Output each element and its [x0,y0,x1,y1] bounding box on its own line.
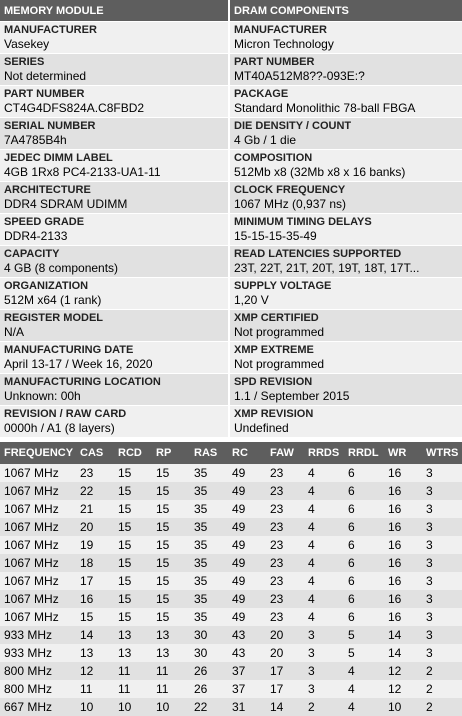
table-cell: 15 [114,518,152,536]
table-cell: 35 [190,590,228,608]
table-cell: 23 [266,482,304,500]
table-row [0,662,462,680]
table-cell: 23 [266,554,304,572]
table-cell: 43 [228,626,266,644]
column-header-wtrs: WTRS [422,442,462,464]
table-cell: 35 [190,536,228,554]
dram-field [230,246,462,278]
table-cell: 4 [304,608,344,626]
module-field [0,278,230,310]
column-header-rrdl: RRDL [344,442,384,464]
table-row [0,680,462,698]
table-cell: 15 [152,464,190,482]
column-header-rp: RP [152,442,190,464]
table-cell: 35 [190,500,228,518]
module-field-label: REVISION / RAW CARD [4,408,127,420]
module-field-label: SERIAL NUMBER [4,120,96,132]
table-cell: 23 [76,464,114,482]
info-row [0,214,462,246]
table-cell: 49 [228,536,266,554]
dram-field-value: 4 Gb / 1 die [234,133,297,147]
dram-field [230,374,462,406]
table-cell: 16 [384,482,422,500]
dram-field-label: SPD REVISION [234,376,313,388]
table-row [0,482,462,500]
table-row [0,464,462,482]
dram-field-value: 23T, 22T, 21T, 20T, 19T, 18T, 17T... [234,261,420,275]
table-cell: 15 [114,464,152,482]
table-cell: 26 [190,662,228,680]
module-field-value: N/A [4,325,25,339]
table-cell: 49 [228,608,266,626]
table-cell: 35 [190,608,228,626]
dram-field-value: 512Mb x8 (32Mb x8 x 16 banks) [234,165,406,179]
table-cell: 1067 MHz [0,500,76,518]
table-cell: 6 [344,608,384,626]
dram-field-label: SUPPLY VOLTAGE [234,280,332,292]
dram-field [230,118,462,150]
table-cell: 23 [266,572,304,590]
table-cell: 31 [228,698,266,716]
module-field [0,406,230,438]
table-cell: 1067 MHz [0,482,76,500]
table-cell: 16 [384,554,422,572]
table-cell: 5 [344,626,384,644]
dram-field-value: 1.1 / September 2015 [234,389,350,403]
table-cell: 11 [114,662,152,680]
table-cell: 16 [384,500,422,518]
table-cell: 35 [190,572,228,590]
table-cell: 3 [422,608,462,626]
table-cell: 49 [228,518,266,536]
table-cell: 17 [266,662,304,680]
module-field [0,374,230,406]
table-cell: 13 [114,626,152,644]
memory-module-header: MEMORY MODULE [0,0,230,22]
table-cell: 16 [384,464,422,482]
table-cell: 11 [114,680,152,698]
table-cell: 15 [152,572,190,590]
table-row [0,608,462,626]
dram-field [230,182,462,214]
column-header-wr: WR [384,442,422,464]
module-field-label: MANUFACTURING LOCATION [4,376,161,388]
table-cell: 4 [344,680,384,698]
column-header-cas: CAS [76,442,114,464]
table-cell: 3 [422,644,462,662]
module-field-value: 7A4785B4h [4,133,67,147]
dram-field-value: 1,20 V [234,293,269,307]
dram-field [230,214,462,246]
module-field [0,342,230,374]
info-row [0,54,462,86]
table-cell: 11 [152,680,190,698]
table-row [0,698,462,716]
table-cell: 21 [76,500,114,518]
table-cell: 30 [190,644,228,662]
column-header-rcd: RCD [114,442,152,464]
module-field [0,86,230,118]
table-cell: 4 [344,698,384,716]
table-row [0,500,462,518]
dram-field [230,22,462,54]
dram-field-value: MT40A512M8??-093E:? [234,69,365,83]
table-cell: 10 [152,698,190,716]
table-cell: 3 [304,662,344,680]
table-cell: 3 [422,572,462,590]
dram-field-label: XMP REVISION [234,408,314,420]
table-cell: 23 [266,590,304,608]
table-cell: 23 [266,518,304,536]
module-field-value: Not determined [4,69,87,83]
table-cell: 17 [76,572,114,590]
dram-field [230,342,462,374]
module-field-label: ARCHITECTURE [4,184,91,196]
table-row [0,554,462,572]
timing-table [0,442,462,716]
table-cell: 2 [422,680,462,698]
table-cell: 10 [76,698,114,716]
dram-field [230,54,462,86]
table-cell: 3 [304,626,344,644]
module-field-value: CT4G4DFS824A.C8FBD2 [4,101,145,115]
dram-field-value: 1067 MHz (0,937 ns) [234,197,347,211]
table-cell: 30 [190,626,228,644]
table-cell: 13 [114,644,152,662]
table-cell: 16 [384,608,422,626]
table-row [0,572,462,590]
info-row [0,22,462,54]
table-cell: 6 [344,482,384,500]
table-cell: 49 [228,572,266,590]
table-cell: 14 [76,626,114,644]
dram-field-label: MANUFACTURER [234,24,327,36]
table-cell: 18 [76,554,114,572]
table-cell: 16 [384,590,422,608]
table-cell: 35 [190,464,228,482]
table-cell: 3 [422,500,462,518]
info-row [0,86,462,118]
table-cell: 15 [152,500,190,518]
table-cell: 15 [114,608,152,626]
table-cell: 3 [304,644,344,662]
column-header-faw: FAW [266,442,304,464]
table-cell: 4 [304,500,344,518]
table-cell: 6 [344,590,384,608]
dram-components-header: DRAM COMPONENTS [230,0,462,22]
table-cell: 49 [228,590,266,608]
table-cell: 10 [114,698,152,716]
module-field-label: SPEED GRADE [4,216,85,228]
table-cell: 49 [228,464,266,482]
module-field [0,150,230,182]
table-cell: 3 [422,482,462,500]
table-cell: 6 [344,554,384,572]
dram-field-value: Not programmed [234,357,325,371]
table-cell: 6 [344,518,384,536]
table-cell: 4 [304,590,344,608]
dram-field-label: READ LATENCIES SUPPORTED [234,248,402,260]
module-field-label: MANUFACTURING DATE [4,344,134,356]
table-cell: 15 [152,590,190,608]
table-cell: 933 MHz [0,644,76,662]
module-field-label: REGISTER MODEL [4,312,104,324]
dram-field-label: PACKAGE [234,88,289,100]
table-row [0,644,462,662]
module-field-value: 0000h / A1 (8 layers) [4,421,115,435]
dram-field-label: DIE DENSITY / COUNT [234,120,352,132]
table-cell: 13 [152,644,190,662]
table-cell: 14 [266,698,304,716]
table-cell: 933 MHz [0,626,76,644]
table-cell: 800 MHz [0,680,76,698]
table-cell: 16 [384,572,422,590]
table-cell: 15 [114,590,152,608]
table-cell: 3 [422,554,462,572]
dram-field-label: PART NUMBER [234,56,315,68]
table-cell: 22 [76,482,114,500]
table-cell: 23 [266,536,304,554]
table-cell: 2 [422,662,462,680]
module-field [0,22,230,54]
module-field-value: DDR4-2133 [4,229,68,243]
table-cell: 3 [304,680,344,698]
module-field-label: CAPACITY [4,248,60,260]
table-cell: 15 [114,572,152,590]
table-row [0,536,462,554]
table-cell: 12 [76,662,114,680]
table-cell: 23 [266,608,304,626]
module-field [0,246,230,278]
table-cell: 35 [190,518,228,536]
table-cell: 17 [266,680,304,698]
table-row [0,626,462,644]
table-cell: 4 [304,482,344,500]
info-row [0,278,462,310]
module-field-label: SERIES [4,56,45,68]
info-grid [0,22,462,438]
module-field-value: 512M x64 (1 rank) [4,293,102,307]
table-cell: 1067 MHz [0,572,76,590]
info-row [0,310,462,342]
table-cell: 1067 MHz [0,554,76,572]
table-cell: 3 [422,590,462,608]
table-cell: 4 [304,518,344,536]
module-field-value: 4GB 1Rx8 PC4-2133-UA1-11 [4,165,161,179]
dram-field-label: MINIMUM TIMING DELAYS [234,216,372,228]
info-row [0,342,462,374]
info-row [0,406,462,438]
module-field-value: April 13-17 / Week 16, 2020 [4,357,153,371]
table-cell: 6 [344,464,384,482]
dram-field-label: XMP EXTREME [234,344,314,356]
table-cell: 49 [228,482,266,500]
module-field [0,118,230,150]
table-row [0,590,462,608]
dram-field-label: XMP CERTIFIED [234,312,319,324]
section-header-row [0,0,462,22]
table-cell: 1067 MHz [0,590,76,608]
table-cell: 49 [228,500,266,518]
table-cell: 3 [422,536,462,554]
table-cell: 13 [76,644,114,662]
table-cell: 20 [76,518,114,536]
dram-field-value: Not programmed [234,325,325,339]
table-cell: 16 [384,518,422,536]
table-cell: 1067 MHz [0,608,76,626]
dram-field [230,406,462,438]
module-field [0,214,230,246]
table-cell: 11 [152,662,190,680]
table-cell: 37 [228,680,266,698]
module-field-value: Unknown: 00h [4,389,81,403]
info-row [0,118,462,150]
table-cell: 37 [228,662,266,680]
module-field-label: JEDEC DIMM LABEL [4,152,113,164]
dram-field-value: Micron Technology [234,37,334,51]
table-cell: 15 [114,500,152,518]
table-cell: 800 MHz [0,662,76,680]
table-cell: 15 [152,608,190,626]
column-header-rc: RC [228,442,266,464]
table-cell: 22 [190,698,228,716]
table-cell: 1067 MHz [0,536,76,554]
table-cell: 15 [152,554,190,572]
table-cell: 11 [76,680,114,698]
info-row [0,150,462,182]
table-cell: 4 [304,572,344,590]
table-cell: 16 [384,536,422,554]
dram-field-value: 15-15-15-35-49 [234,229,317,243]
column-header-ras: RAS [190,442,228,464]
table-cell: 23 [266,464,304,482]
module-field-label: ORGANIZATION [4,280,89,292]
table-cell: 15 [114,482,152,500]
table-cell: 15 [114,536,152,554]
dram-field [230,86,462,118]
module-field-value: 4 GB (8 components) [4,261,119,275]
table-cell: 13 [152,626,190,644]
table-cell: 35 [190,554,228,572]
table-cell: 2 [304,698,344,716]
table-cell: 23 [266,500,304,518]
dram-field-label: CLOCK FREQUENCY [234,184,346,196]
dram-field-value: Undefined [234,421,289,435]
table-cell: 4 [304,536,344,554]
table-cell: 4 [344,662,384,680]
table-cell: 15 [152,518,190,536]
table-cell: 6 [344,536,384,554]
column-header-rrds: RRDS [304,442,344,464]
table-row [0,518,462,536]
table-cell: 3 [422,518,462,536]
table-cell: 15 [114,554,152,572]
info-row [0,182,462,214]
table-cell: 3 [422,626,462,644]
table-cell: 10 [384,698,422,716]
table-cell: 20 [266,644,304,662]
timing-header-row [0,442,462,464]
table-cell: 1067 MHz [0,464,76,482]
table-cell: 26 [190,680,228,698]
table-cell: 4 [304,464,344,482]
module-field [0,310,230,342]
dram-field [230,278,462,310]
table-cell: 49 [228,554,266,572]
dram-field [230,310,462,342]
module-field-label: PART NUMBER [4,88,85,100]
module-field-value: DDR4 SDRAM UDIMM [4,197,128,211]
module-field-label: MANUFACTURER [4,24,97,36]
table-cell: 5 [344,644,384,662]
column-header-frequency: FREQUENCY [0,442,76,464]
module-field-value: Vasekey [4,37,50,51]
table-cell: 20 [266,626,304,644]
table-cell: 15 [152,536,190,554]
module-field [0,182,230,214]
table-cell: 14 [384,644,422,662]
table-cell: 3 [422,464,462,482]
table-cell: 4 [304,554,344,572]
table-cell: 15 [152,482,190,500]
table-cell: 12 [384,680,422,698]
dram-field-value: Standard Monolithic 78-ball FBGA [234,101,416,115]
table-cell: 16 [76,590,114,608]
module-field [0,54,230,86]
table-cell: 6 [344,572,384,590]
info-row [0,246,462,278]
table-cell: 667 MHz [0,698,76,716]
table-cell: 43 [228,644,266,662]
table-cell: 1067 MHz [0,518,76,536]
timing-body [0,464,462,716]
table-cell: 2 [422,698,462,716]
dram-field-label: COMPOSITION [234,152,313,164]
dram-field [230,150,462,182]
table-cell: 12 [384,662,422,680]
info-row [0,374,462,406]
table-cell: 15 [76,608,114,626]
table-cell: 6 [344,500,384,518]
table-cell: 35 [190,482,228,500]
table-cell: 19 [76,536,114,554]
table-cell: 14 [384,626,422,644]
